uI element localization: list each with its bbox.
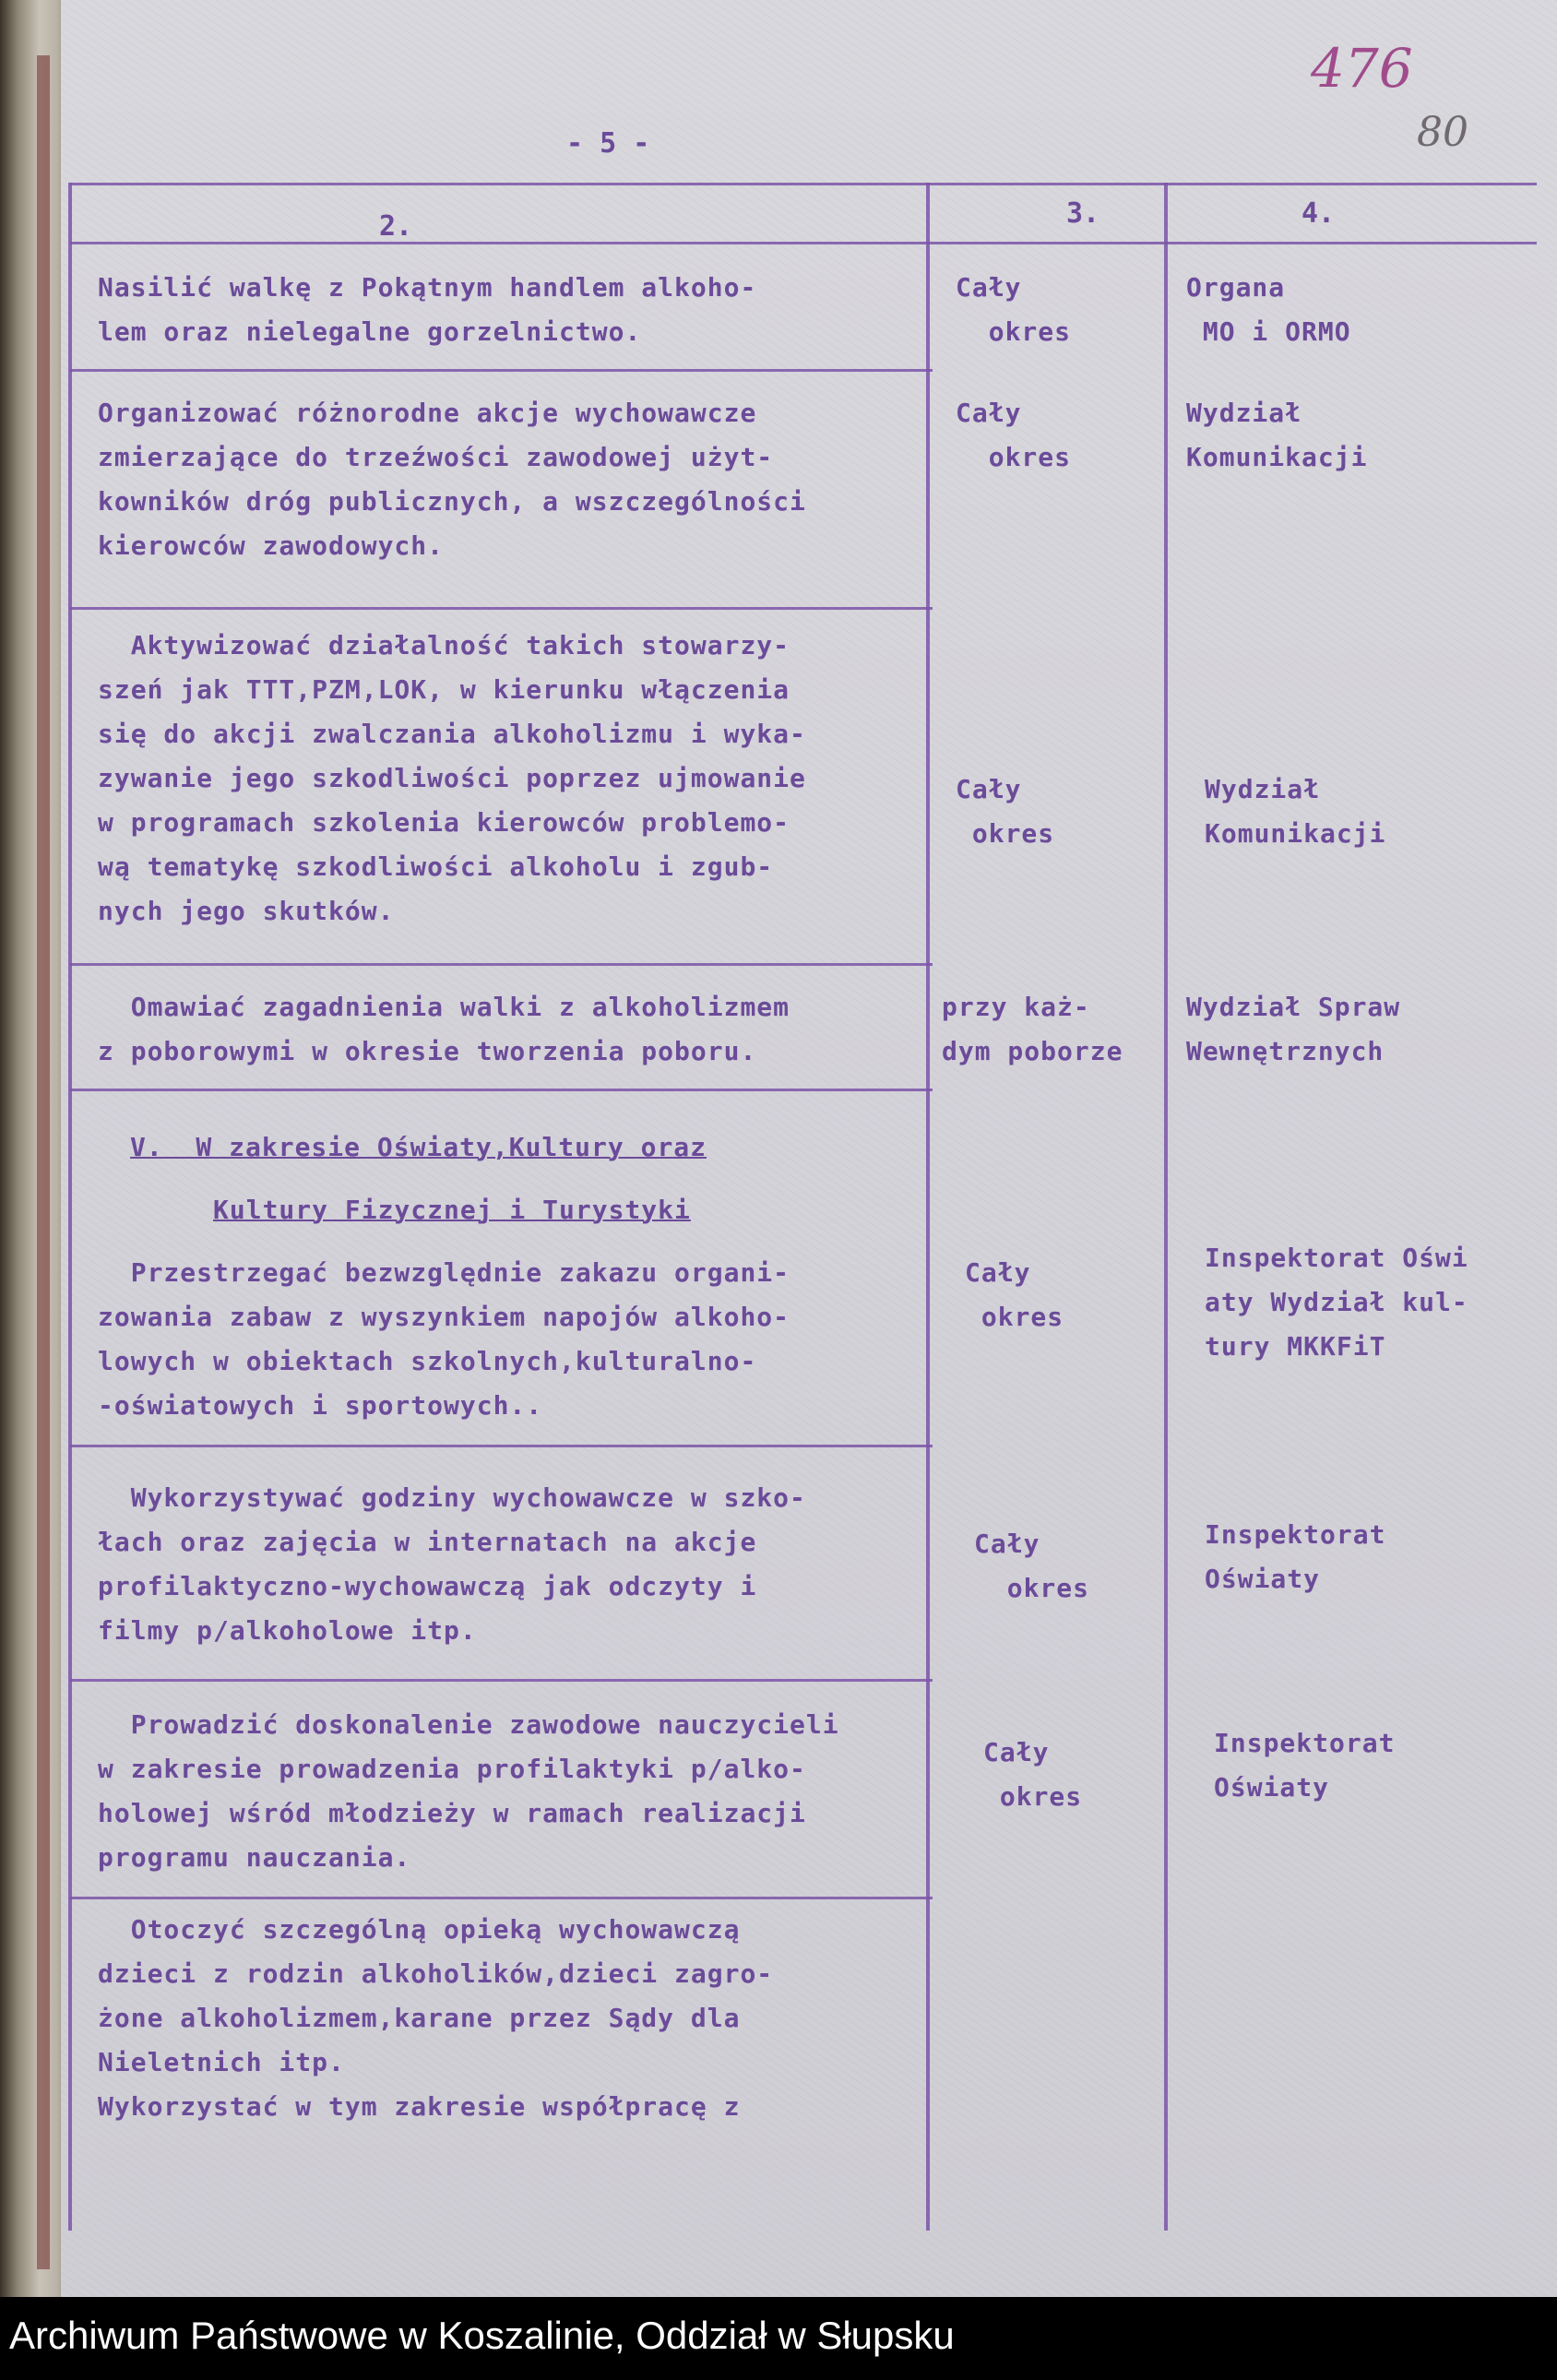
- row-5-period: Cały okres: [965, 1257, 1064, 1332]
- row-6-unit: Inspektorat Oświaty: [1205, 1519, 1386, 1594]
- page-number: - 5 -: [566, 127, 650, 160]
- column-header-3: 3.: [1066, 197, 1100, 230]
- row-rule: [70, 1445, 933, 1447]
- section-heading-line-1: V. W zakresie Oświaty,Kultury oraz: [130, 1132, 707, 1162]
- row-1-period: Cały okres: [956, 272, 1072, 347]
- column-header-4: 4.: [1301, 197, 1336, 230]
- table-left-rule: [68, 183, 72, 2231]
- row-2-period: Cały okres: [956, 398, 1072, 472]
- section-heading-line-2: Kultury Fizycznej i Turystyki: [213, 1195, 691, 1225]
- row-1-text: Nasilić walkę z Pokątnym handlem alkoho- lem oraz nielegalne gorzelnictwo.: [98, 272, 757, 347]
- header-bottom-rule: [70, 242, 1537, 244]
- row-7-unit: Inspektorat Oświaty: [1214, 1728, 1396, 1803]
- row-4-text: Omawiać zagadnienia walki z alkoholizmem z poborowymi w okresie tworzenia poboru.: [98, 992, 790, 1066]
- row-3-unit: Wydział Komunikacji: [1205, 774, 1386, 849]
- folio-number-secondary: 80: [1417, 109, 1468, 156]
- row-1-unit: Organa MO i ORMO: [1186, 272, 1351, 347]
- table-top-rule: [70, 183, 1537, 185]
- row-6-period: Cały okres: [974, 1529, 1090, 1603]
- document-page: [61, 0, 1557, 2297]
- row-rule: [70, 1897, 933, 1899]
- row-rule: [70, 963, 933, 966]
- row-6-text: Wykorzystywać godziny wychowawcze w szko- łach oraz zajęcia w internatach na akcje profilaktyczno-wychowawczą jak odczyty i filmy p/alkoholowe itp.: [98, 1482, 806, 1646]
- row-rule: [70, 1679, 933, 1682]
- column-header-2: 2.: [379, 210, 413, 243]
- row-3-period: Cały okres: [956, 774, 1055, 849]
- folio-number: 476: [1311, 37, 1413, 100]
- row-rule: [70, 369, 933, 372]
- row-4-unit: Wydział Spraw Wewnętrznych: [1186, 992, 1401, 1066]
- column-divider-1: [926, 183, 930, 2231]
- binding-edge: [37, 55, 50, 2269]
- row-2-text: Organizować różnorodne akcje wychowawcze zmierzające do trzeźwości zawodowej użyt- kowników dróg publicznych, a wszczególności kierowców zawodowych.: [98, 398, 806, 561]
- row-7-text: Prowadzić doskonalenie zawodowe nauczycieli w zakresie prowadzenia profilaktyki p/alko- holowej wśród młodzieży w ramach realizacji programu nauczania.: [98, 1709, 839, 1873]
- row-5-text: Przestrzegać bezwzględnie zakazu organi- zowania zabaw z wyszynkiem napojów alkoho- lowych w obiektach szkolnych,kulturalno- -oświatowych i sportowych..: [98, 1257, 790, 1421]
- row-3-text: Aktywizować działalność takich stowarzy- szeń jak TTT,PZM,LOK, w kierunku włączenia się do akcji zwalczania alkoholizmu i wyka- zywanie jego szkodliwości poprzez ujmowanie w programach szkolenia kierowców problemo- wą tematykę szkodliwości alkoholu i zgub- nych jego skutków.: [98, 630, 806, 926]
- archive-footer: [0, 2297, 1557, 2380]
- row-5-unit: Inspektorat Oświ aty Wydział kul- tury MKKFiT: [1205, 1243, 1468, 1362]
- row-8-text: Otoczyć szczególną opieką wychowawczą dzieci z rodzin alkoholików,dzieci zagro- żone alkoholizmem,karane przez Sądy dla Nieletnich itp. Wykorzystać w tym zakresie współpracę z: [98, 1914, 774, 2122]
- row-7-period: Cały okres: [983, 1737, 1083, 1812]
- archive-caption: Archiwum Państwowe w Koszalinie, Oddział w Słupsku: [9, 2314, 955, 2357]
- row-rule: [70, 1089, 933, 1091]
- column-divider-2: [1164, 183, 1168, 2231]
- row-4-period: przy każ- dym poborze: [942, 992, 1123, 1066]
- row-2-unit: Wydział Komunikacji: [1186, 398, 1368, 472]
- row-rule: [70, 607, 933, 610]
